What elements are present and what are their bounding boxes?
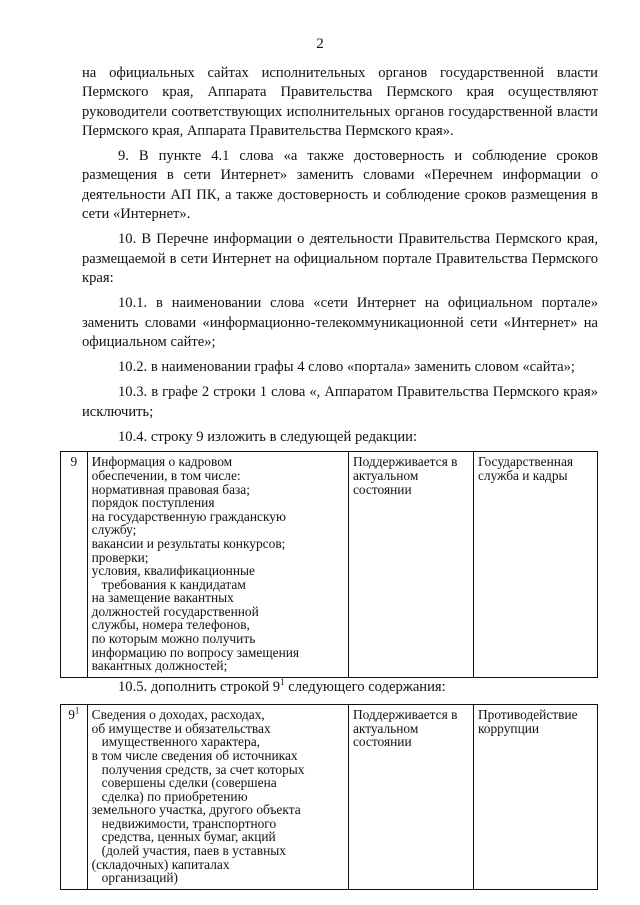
cell-line: должностей государственной <box>91 603 259 619</box>
cell-line: средства, ценных бумаг, акций <box>101 829 276 845</box>
paragraph-10-5-text-end: следующего содержания: <box>284 678 446 695</box>
cell-line: имущественного характера, <box>101 734 260 750</box>
paragraph-10-1: 10.1. в наименовании слова «сети Интернет на официальном портале» заменить словами «информационно-телекоммуникационной сети «Интернет» на официальном сайте»; <box>82 295 598 350</box>
paragraph-10-3: 10.3. в графе 2 строки 1 слова «, Аппаратом Правительства Пермского края» исключить; <box>82 384 598 420</box>
cell-line: недвижимости, транспортного <box>101 815 277 831</box>
cell-line: на государственную гражданскую <box>91 508 286 524</box>
cell-line: на замещение вакантных <box>91 590 234 606</box>
superscript: 1 <box>74 705 80 716</box>
paragraph-10-5 <box>82 678 598 697</box>
row-info-cell <box>87 705 348 890</box>
cell-line: нормативная правовая база; <box>91 481 250 497</box>
row-status-cell: Поддерживается в актуальном состоянии <box>348 705 473 890</box>
table-row <box>61 705 598 890</box>
cell-line: совершены сделки (совершена <box>101 775 277 791</box>
cell-line: сделка) по приобретению <box>101 788 248 804</box>
table-row <box>61 452 598 678</box>
cell-line: вакансии и результаты конкурсов; <box>91 535 286 551</box>
paragraph-10-5-text: 10.5. дополнить строкой 9 <box>118 678 281 695</box>
paragraph-10: 10. В Перечне информации о деятельности Правительства Пермского края, размещаемой в сети Интернет на официальном портале Правительства Пермского края: <box>82 231 598 286</box>
paragraph-10-2: 10.2. в наименовании графы 4 слово «портала» заменить словом «сайта»; <box>118 359 575 376</box>
row-info-cell <box>87 452 348 678</box>
cell-line: организаций) <box>101 870 178 886</box>
cell-line: службы, номера телефонов, <box>91 617 250 633</box>
cell-line: по которым можно получить <box>91 631 256 647</box>
paragraph-10-4: 10.4. строку 9 изложить в следующей редакции: <box>118 429 418 446</box>
cell-line: вакантных должностей; <box>91 658 228 674</box>
cell-line: (долей участия, паев в уставных <box>101 843 286 859</box>
row-number <box>61 705 88 890</box>
cell-line: земельного участка, другого объекта <box>91 802 301 818</box>
cell-line: проверки; <box>91 549 149 565</box>
cell-line: службу; <box>91 522 137 538</box>
cell-line: порядок поступления <box>91 495 215 511</box>
paragraph-continuation: на официальных сайтах исполнительных органов государственной власти Пермского края, Аппарата Правительства Пермского края осуществляют руководители соответствующих исполнительных органов государственной власти Пермского края, Аппарата Правительства Пермского края». <box>82 65 598 139</box>
paragraph-9: 9. В пункте 4.1 слова «а также достоверность и соблюдение сроков размещения в сети Интернет» заменить словами «Перечнем информации о деятельности АП ПК, а также достоверность и соблюдение сроков размещения в сети «Интернет». <box>82 148 598 223</box>
cell-line: информацию по вопросу замещения <box>91 644 300 660</box>
cell-line: требования к кандидатам <box>101 576 246 592</box>
cell-line: (складочных) капиталах <box>91 856 230 872</box>
page-number: 2 <box>316 36 324 52</box>
row-section-cell: Противодействие коррупции <box>473 705 597 890</box>
cell-line: Информация о кадровом <box>91 454 233 470</box>
table-row-9 <box>60 451 598 678</box>
cell-line: получения средств, за счет которых <box>101 761 305 777</box>
document-body <box>68 64 598 890</box>
cell-line: в том числе сведения об источниках <box>91 747 298 763</box>
row-number-text: 9 <box>68 707 75 723</box>
cell-line: условия, квалификационные <box>91 563 255 579</box>
row-status-cell: Поддерживается в актуальном состоянии <box>348 452 473 678</box>
cell-line: об имуществе и обязательствах <box>91 720 271 736</box>
row-section-cell: Государственная служба и кадры <box>473 452 597 678</box>
superscript: 1 <box>280 676 285 687</box>
row-number: 9 <box>61 452 88 678</box>
table-row-9-1 <box>60 704 598 890</box>
cell-line: Сведения о доходах, расходах, <box>91 707 265 723</box>
cell-line: обеспечении, в том числе: <box>91 467 241 483</box>
